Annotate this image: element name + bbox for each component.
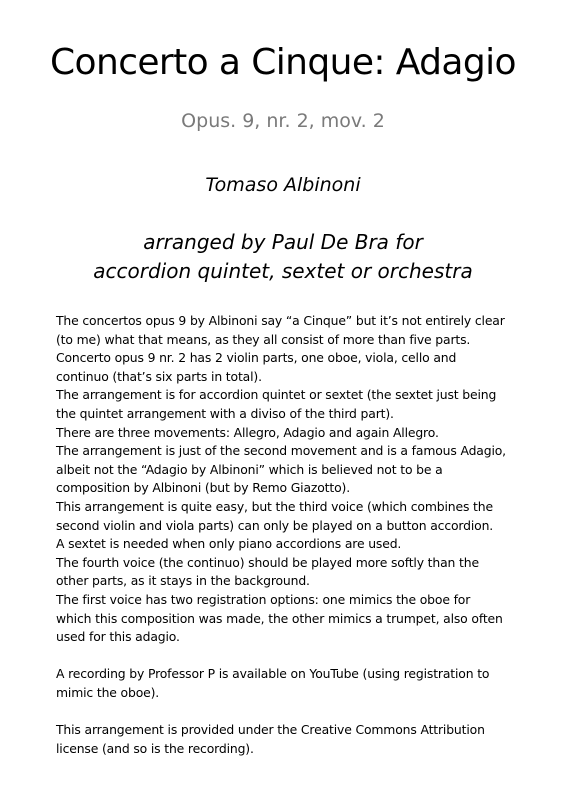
description-body <box>56 312 526 758</box>
body-line: used for this adagio. <box>56 629 180 645</box>
body-line: which this composition was made, the other mimics a trumpet, also often <box>56 610 503 626</box>
body-line: The arrangement is for accordion quintet or sextet (the sextet just being <box>56 387 497 403</box>
page-title: Concerto a Cinque: Adagio <box>50 42 516 83</box>
body-line: second violin and viola parts) can only be played on a button accordion. <box>56 517 494 533</box>
body-line: The concertos opus 9 by Albinoni say “a Cinque” but it’s not entirely clear <box>56 313 505 328</box>
license-line: This arrangement is provided under the Creative Commons Attribution <box>56 722 485 738</box>
body-line: The first voice has two registration options: one mimics the oboe for <box>56 591 471 607</box>
recording-line: A recording by Professor P is available on YouTube (using registration to <box>56 666 490 682</box>
body-line: (to me) what that means, as they all consist of more than five parts. <box>56 331 471 347</box>
arranger-line-2: accordion quintet, sextet or orchestra <box>93 259 473 283</box>
arranger-credit <box>0 228 566 286</box>
body-line: Concerto opus 9 nr. 2 has 2 violin parts, one oboe, viola, cello and <box>56 350 457 366</box>
license-line: license (and so is the recording). <box>56 740 254 756</box>
opus-subtitle: Opus. 9, nr. 2, mov. 2 <box>181 110 385 132</box>
body-line: the quintet arrangement with a diviso of the third part). <box>56 405 394 421</box>
license-paragraph <box>56 721 526 758</box>
arranger-line-1: arranged by Paul De Bra for <box>143 230 423 254</box>
body-line: There are three movements: Allegro, Adagio and again Allegro. <box>56 424 439 440</box>
body-line: other parts, as it stays in the background. <box>56 573 310 589</box>
paragraph-gap <box>56 647 526 666</box>
description-paragraph <box>56 312 526 647</box>
body-line: The fourth voice (the continuo) should be played more softly than the <box>56 554 479 570</box>
body-line: albeit not the “Adagio by Albinoni” which is believed not to be a <box>56 461 443 477</box>
body-line: The arrangement is just of the second movement and is a famous Adagio, <box>56 443 506 459</box>
composer-name: Tomaso Albinoni <box>205 174 361 196</box>
recording-line: mimic the oboe). <box>56 684 160 700</box>
body-line: continuo (that’s six parts in total). <box>56 368 262 384</box>
recording-paragraph <box>56 665 526 702</box>
body-line: A sextet is needed when only piano accordions are used. <box>56 536 402 552</box>
paragraph-gap <box>56 702 526 721</box>
body-line: composition by Albinoni (but by Remo Giazotto). <box>56 480 351 496</box>
body-line: This arrangement is quite easy, but the third voice (which combines the <box>56 498 493 514</box>
